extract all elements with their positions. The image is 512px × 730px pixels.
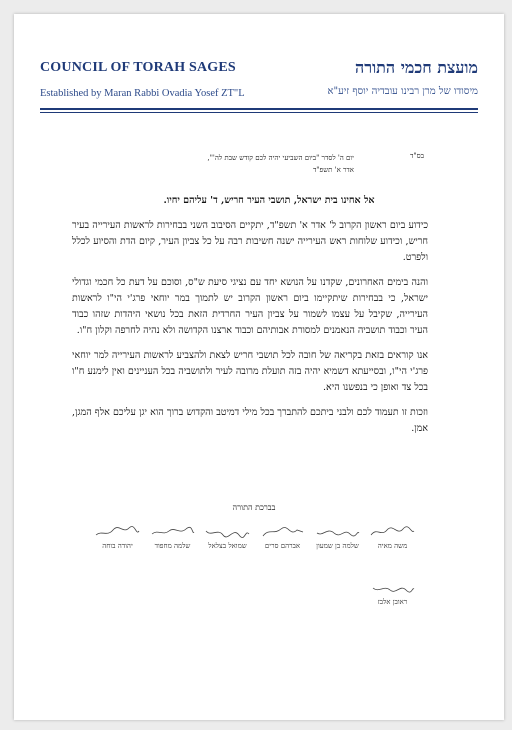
hebrew-title: מועצת חכמי התורה — [355, 58, 478, 77]
body-paragraph: אנו קוראים בזאת בקריאה של חובה לכל תושבי חריש לצאת ולהצביע לראשות העירייה למר יוחאי פרג'י הי"ו, ובסייעתא דשמיא יהיה בזה תועלת מרובה לעיר ולתושביה בכל העניינים ואין לימנע ח"ו בכל צד ואופן כי בנפשנו היא. — [72, 350, 428, 393]
english-title: COUNCIL OF TORAH SAGES — [40, 60, 236, 75]
signer-name: שמואל בצלאל — [208, 542, 247, 550]
signatures-block — [90, 524, 420, 610]
body-paragraph: וזכות זו תעמוד לכם ולבני ביתכם להתברך בכל מילי דמיטב והקדוש ברוך הוא יגן עליכם אלף המגן, אמן. — [72, 407, 428, 434]
signer-name: שלמה מחפוד — [154, 542, 191, 550]
date-line-2: אדר א' תשפ"ד — [312, 166, 354, 174]
signer — [90, 524, 145, 554]
handwritten-signature — [259, 524, 306, 538]
letter-greeting: אל אחינו בית ישראל, תושבי העיר חריש, ד' עליהם יחיו. — [163, 195, 375, 206]
handwritten-signature — [369, 524, 416, 538]
date-line-1: יום ה' לסדר "ביום השביעי יהיה לכם קודש שבת לה'", — [207, 154, 354, 162]
header-divider — [40, 108, 478, 110]
signer-name: שלמה בן שמעון — [316, 542, 359, 550]
body-paragraph: והנה בימים האחרונים, שקדנו על הנושא יחד עם נציגי סיעת ש"ס, וסוכם על דעת כל חכמי וגדולי ישראל, כי בבחירות שיתקיימו ביום ראשון הקרוב יש לתמוך במר יוחאי פרג'י הי"ו לראשות העירייה, שקיבל על עצמו לשמור על צביון העיר החרדית הזאת בכל נושאי היהדות שזהו כבוד העיר וכבוד תושביה הנאמנים למסורת אבותיהם וכבוד ארצנו הקדושה ולא נהיה לחרפה וקלון ח"ו. — [72, 277, 428, 336]
signer — [365, 580, 420, 610]
date-block — [154, 152, 354, 176]
english-subtitle: Established by Maran Rabbi Ovadia Yosef ZT"L — [40, 88, 245, 99]
signer — [145, 524, 200, 554]
signer — [255, 524, 310, 554]
handwritten-signature — [204, 524, 251, 538]
signer — [200, 524, 255, 554]
signer-name: משה מאיה — [377, 542, 408, 550]
signer-name: אברהם סרים — [264, 542, 301, 550]
handwritten-signature — [94, 524, 141, 538]
hebrew-subtitle: מיסודו של מרן רבינו עובדיה יוסף זיע"א — [327, 86, 478, 97]
handwritten-signature — [149, 524, 196, 538]
signer — [310, 524, 365, 554]
handwritten-signature — [314, 524, 361, 538]
signer-name: ראובן אלבז — [377, 598, 408, 606]
letter-page — [14, 14, 504, 720]
signer-name: יהודה בוחה — [102, 542, 133, 550]
signer — [365, 524, 420, 554]
blessing-line: בברכת התורה — [232, 503, 276, 512]
bsd-mark: בס"ד — [410, 152, 424, 160]
header-divider-thin — [40, 112, 478, 113]
body-paragraph: כידוע ביום ראשון הקרוב ל' אדר א' תשפ"ד, יתקיים הסיבוב השני בבחירות לראשות העירייה בעיר חריש, וכידוע שלוחות ראש העירייה ישנה חשיבות רבה על כל צביון העיר, קיום הדת והסיוע לכלל ולפרט. — [72, 220, 428, 263]
letter-body — [72, 218, 428, 446]
handwritten-signature — [369, 580, 416, 594]
